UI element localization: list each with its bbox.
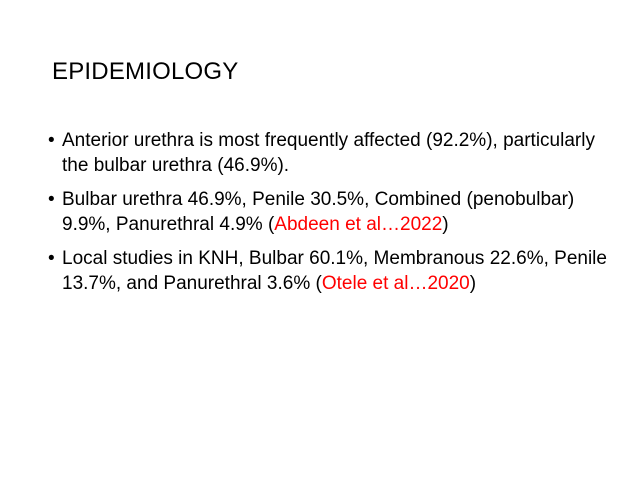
bullet-text-close: ) [442, 214, 449, 235]
bullet-item-bulbar-urethra [48, 187, 608, 237]
bullet-text: Anterior urethra is most frequently affected (92.2%), particularly the bulbar urethra (46.9%). [62, 130, 595, 176]
bullet-dot-icon: • [48, 189, 55, 210]
bullet-text: Bulbar urethra 46.9%, Penile 30.5%, Combined (penobulbar) 9.9%, Panurethral 4.9% ( [62, 189, 575, 235]
bullet-dot-icon: • [48, 130, 55, 151]
citation-otele: Otele et al…2020 [321, 273, 470, 294]
bullet-list [48, 128, 608, 305]
slide-title: EPIDEMIOLOGY [52, 58, 239, 85]
bullet-item-anterior-urethra [48, 128, 608, 178]
bullet-dot-icon: • [48, 248, 55, 269]
bullet-item-local-studies [48, 246, 608, 296]
bullet-text-close: ) [469, 273, 477, 294]
citation-abdeen: Abdeen et al…2022 [274, 214, 443, 235]
bullet-text: Local studies in KNH, Bulbar 60.1%, Membranous 22.6%, Penile 13.7%, and Panurethral 3.6% ( [62, 248, 607, 294]
